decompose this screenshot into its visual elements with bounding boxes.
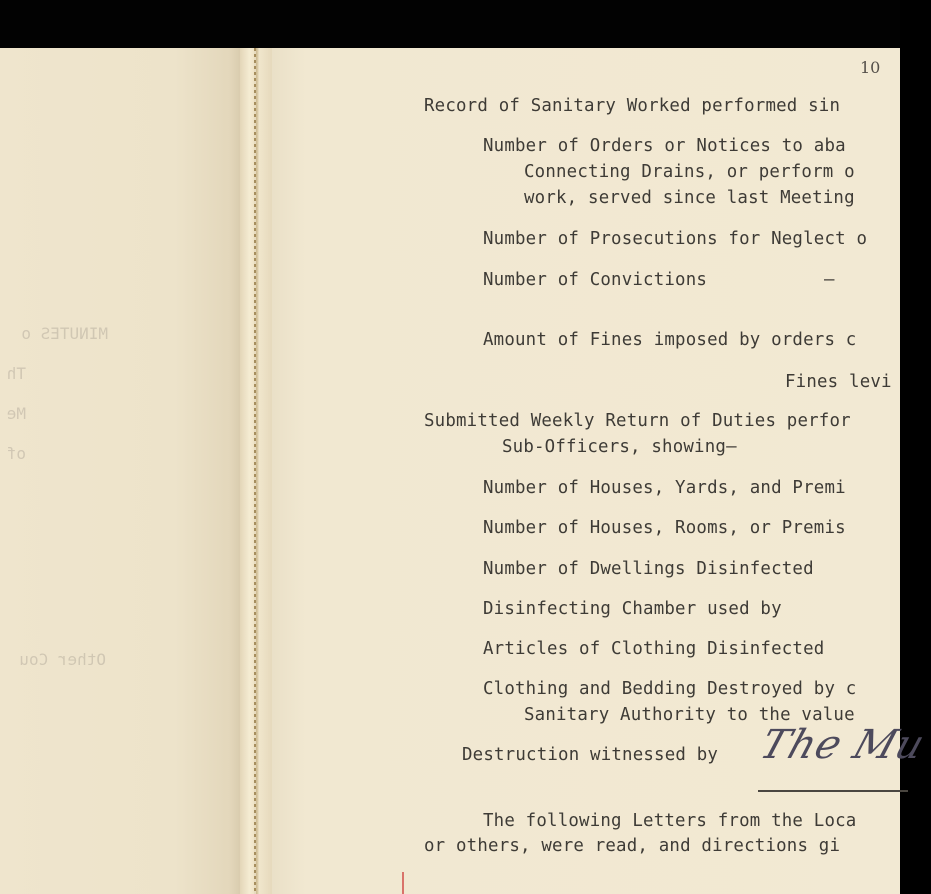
line-connecting-drains: Connecting Drains, or perform o: [524, 162, 855, 182]
line-dwellings-disinfected: Number of Dwellings Disinfected: [483, 559, 814, 579]
bleed-through-text: of: [6, 444, 26, 463]
line-sanitary-authority: Sanitary Authority to the value: [524, 705, 855, 725]
line-houses-yards: Number of Houses, Yards, and Premi: [483, 478, 846, 498]
book-gutter: [240, 48, 272, 894]
line-work-served: work, served since last Meeting: [524, 188, 855, 208]
line-others-read: or others, were read, and directions gi: [424, 836, 841, 856]
left-page: [0, 48, 250, 894]
line-disinfecting-chamber: Disinfecting Chamber used by: [483, 599, 782, 619]
bleed-through-text: Other Cou: [19, 650, 106, 669]
page-number: 10: [860, 58, 881, 77]
handwritten-signature: The Mu: [754, 722, 931, 768]
red-margin-mark: [402, 872, 404, 894]
line-weekly-return: Submitted Weekly Return of Duties perfor: [424, 411, 851, 431]
line-prosecutions: Number of Prosecutions for Neglect o: [483, 229, 868, 249]
line-destruction-witnessed: Destruction witnessed by: [462, 745, 719, 765]
bleed-through-text: Me: [6, 404, 26, 423]
line-fines-levied: Fines levi: [785, 372, 892, 392]
line-amount-fines: Amount of Fines imposed by orders c: [483, 330, 857, 350]
bleed-through-text: Th: [6, 364, 26, 383]
line-clothing-destroyed: Clothing and Bedding Destroyed by c: [483, 679, 857, 699]
record-heading: Record of Sanitary Worked performed sin: [424, 96, 841, 116]
top-black-bar: [0, 0, 900, 48]
convictions-dash: –: [824, 270, 835, 290]
line-clothing-disinfected: Articles of Clothing Disinfected: [483, 639, 825, 659]
line-sub-officers: Sub-Officers, showing—: [502, 437, 737, 457]
signature-rule: [758, 790, 908, 792]
bleed-through-text: MINUTES o: [21, 324, 108, 343]
line-convictions: Number of Convictions: [483, 270, 708, 290]
line-following-letters: The following Letters from the Loca: [483, 811, 857, 831]
line-orders-notices: Number of Orders or Notices to aba: [483, 136, 846, 156]
line-houses-rooms: Number of Houses, Rooms, or Premis: [483, 518, 846, 538]
page-edge: [254, 48, 256, 894]
